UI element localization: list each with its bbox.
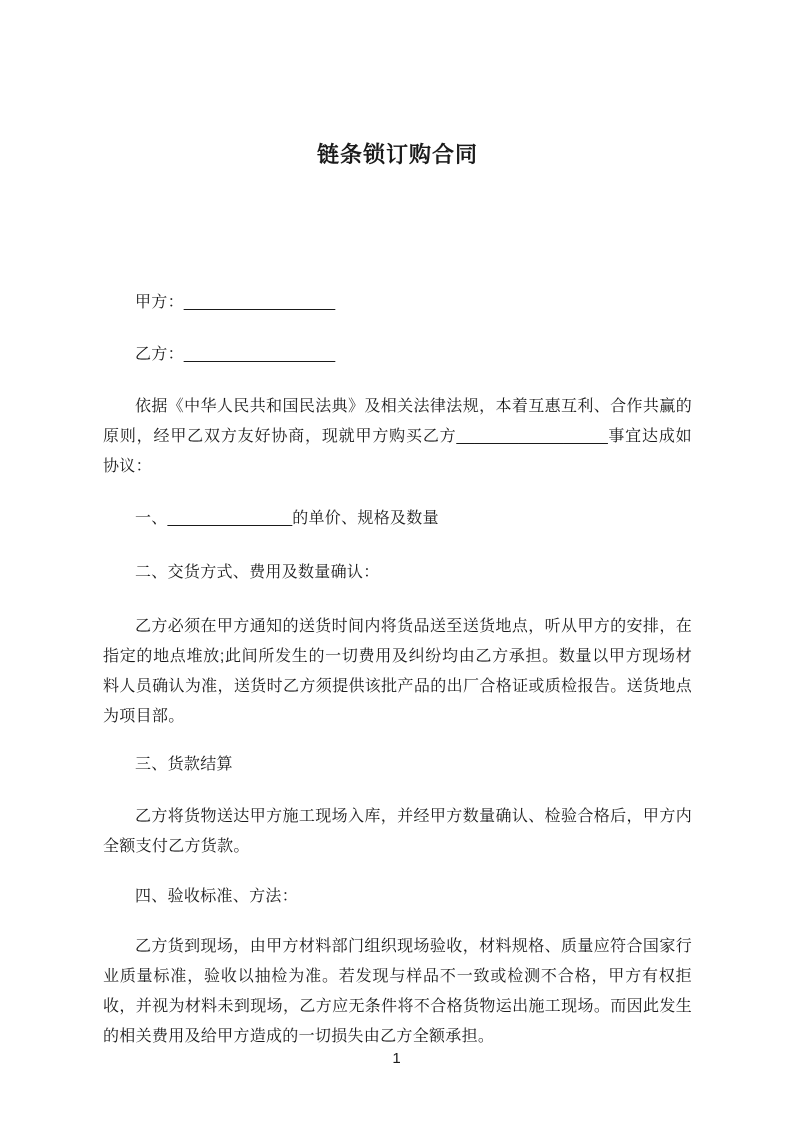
section-4-body: 乙方货到现场，由甲方材料部门组织现场验收，材料规格、质量应符合国家行业质量标准，验收以抽检为准。若发现与样品不一致或检测不合格，甲方有权拒收，并视为材料未到现场，乙方应无条件将不合格货物运出施工现场。而因此发生的相关费用及给甲方造成的一切损失由乙方全额承担。 (103, 938, 692, 1045)
party-a-line (103, 288, 692, 318)
section-1-number: 一、 (135, 510, 168, 527)
section-2-body: 乙方必须在甲方通知的送货时间内将货品送至送货地点，听从甲方的安排，在指定的地点堆放;此间所发生的一切费用及纠纷均由乙方承担。数量以甲方现场材料人员确认为准，送货时乙方须提供该批产品的出厂合格证或质检报告。送货地点为项目部。 (103, 618, 692, 725)
intro-text-pre: 依据《中华人民共和国民法典》及相关法律法规，本着互惠互利、合作共赢的原则，经甲乙双方友好协商，现就甲方购买乙方 (103, 398, 692, 445)
section-1-title: 的单价、规格及数量 (292, 510, 439, 527)
section-3-body: 乙方将货物送达甲方施工现场入库，并经甲方数量确认、检验合格后，甲方内全额支付乙方货款。 (103, 808, 692, 855)
section-3-heading: 三、货款结算 (135, 756, 233, 773)
party-a-label: 甲方： (135, 294, 184, 311)
section-4-heading: 四、验收标准、方法： (135, 888, 299, 905)
section-1-heading (103, 504, 692, 534)
party-b-line (103, 340, 692, 370)
page-number: 1 (392, 1050, 401, 1067)
section-2-heading: 二、交货方式、费用及数量确认： (135, 564, 380, 581)
party-b-label: 乙方： (135, 346, 184, 363)
intro-paragraph (103, 392, 692, 482)
intro-blank: _________________ (456, 428, 608, 445)
section-1-blank: ______________ (167, 510, 293, 527)
party-b-blank: _________________ (183, 346, 336, 363)
party-a-blank: _________________ (183, 294, 336, 311)
document-title: 链条锁订购合同 (316, 142, 478, 167)
intro-text-post: 事宜达成如协议： (103, 428, 692, 475)
